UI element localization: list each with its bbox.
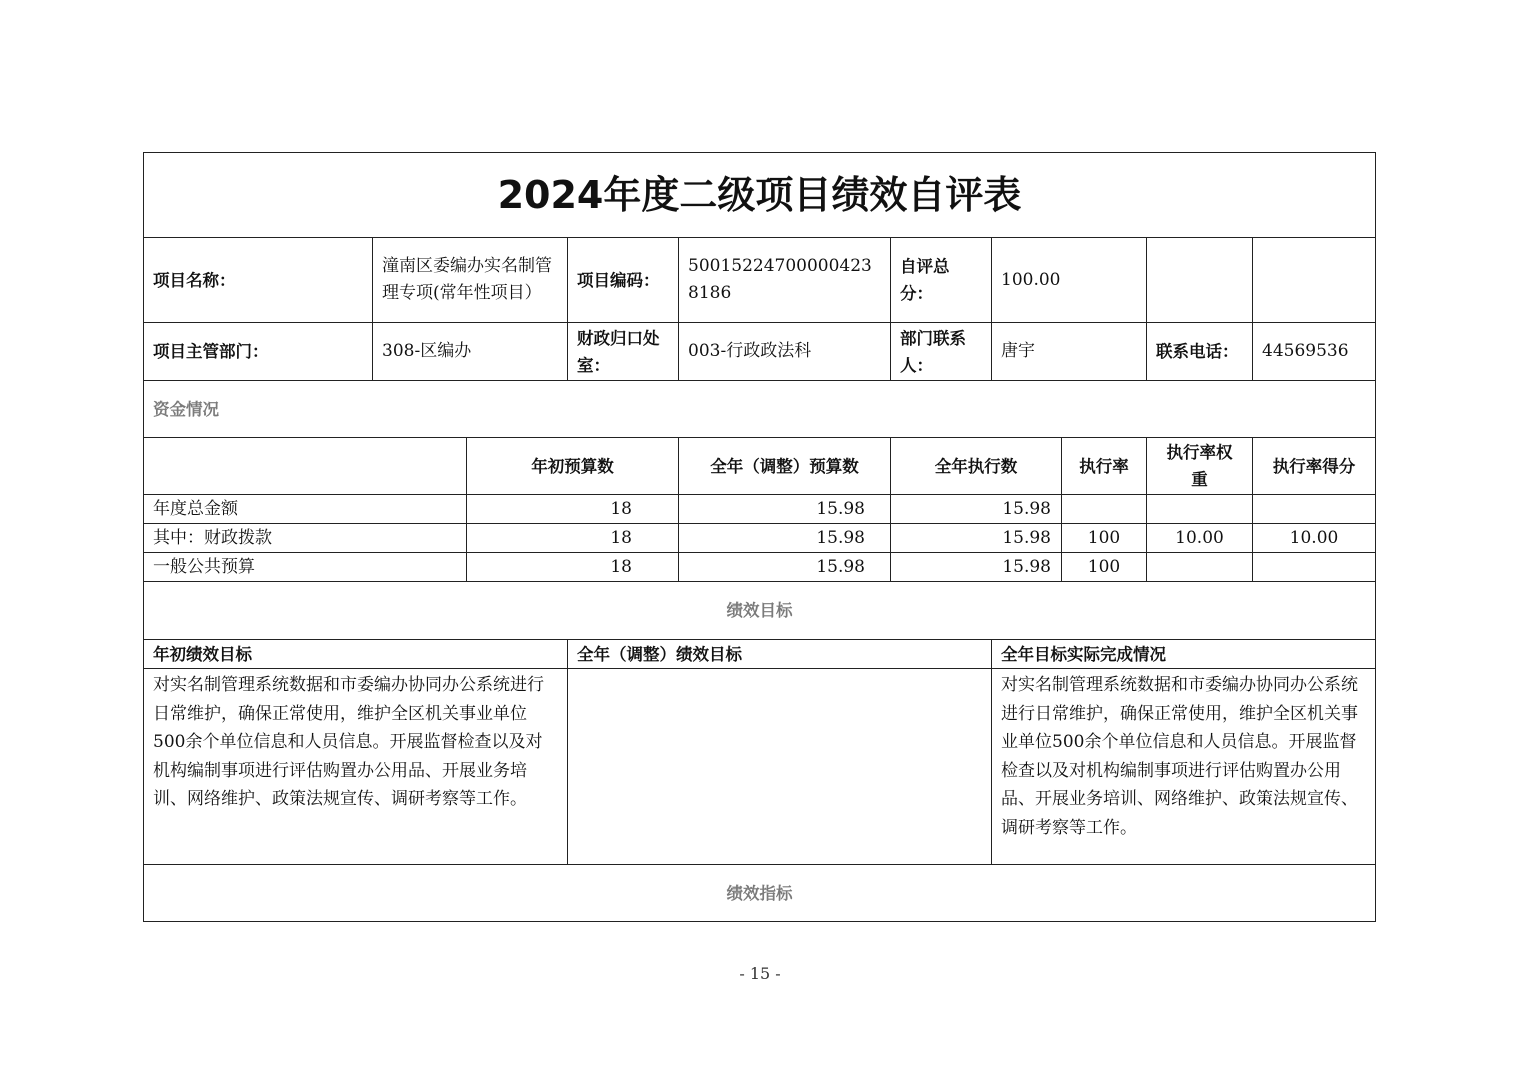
funds-section-label: 资金情况 — [143, 380, 1376, 438]
goals-col-actual: 全年目标实际完成情况 — [991, 639, 1376, 669]
funds-header-weight: 执行率权重 — [1146, 437, 1253, 495]
phone-label: 联系电话： — [1146, 322, 1253, 381]
contact-label: 部门联系人： — [890, 322, 992, 381]
funds-row-label: 其中：财政拨款 — [143, 523, 467, 553]
goals-col-adjusted: 全年（调整）绩效目标 — [567, 639, 992, 669]
funds-row-score — [1252, 552, 1376, 582]
project-code-value: 500152247000004238186 — [678, 237, 891, 323]
funds-header-rate: 执行率 — [1061, 437, 1147, 495]
funds-row-initial: 18 — [466, 552, 679, 582]
funds-row-label: 一般公共预算 — [143, 552, 467, 582]
goals-initial-text: 对实名制管理系统数据和市委编办协同办公系统进行日常维护，确保正常使用，维护全区机关事业单位500余个单位信息和人员信息。开展监督检查以及对机构编制事项进行评估购置办公用品、开展业务培训、网络维护、政策法规宣传、调研考察等工作。 — [143, 668, 568, 865]
funds-row-score: 10.00 — [1252, 523, 1376, 553]
funds-row-score — [1252, 494, 1376, 524]
funds-row-adjusted: 15.98 — [678, 523, 891, 553]
project-name-value: 潼南区委编办实名制管理专项(常年性项目） — [372, 237, 568, 323]
funds-header-adjusted: 全年（调整）预算数 — [678, 437, 891, 495]
funds-row-rate: 100 — [1061, 523, 1147, 553]
funds-header-blank — [143, 437, 467, 495]
dept-value: 308-区编办 — [372, 322, 568, 381]
funds-row-rate — [1061, 494, 1147, 524]
goals-section-label: 绩效目标 — [143, 581, 1376, 640]
goals-col-initial: 年初绩效目标 — [143, 639, 568, 669]
funds-header-executed: 全年执行数 — [890, 437, 1062, 495]
funds-row-initial: 18 — [466, 523, 679, 553]
contact-value: 唐宇 — [991, 322, 1147, 381]
page-number: - 15 - — [739, 964, 781, 983]
goals-adjusted-text — [567, 668, 992, 865]
indicators-section-label: 绩效指标 — [143, 864, 1376, 922]
empty-cell — [1146, 237, 1253, 323]
funds-row-adjusted: 15.98 — [678, 494, 891, 524]
funds-row-executed: 15.98 — [890, 523, 1062, 553]
empty-cell — [1252, 237, 1376, 323]
dept-label: 项目主管部门： — [143, 322, 373, 381]
score-value: 100.00 — [991, 237, 1147, 323]
goals-actual-text: 对实名制管理系统数据和市委编办协同办公系统进行日常维护，确保正常使用，维护全区机关事业单位500余个单位信息和人员信息。开展监督检查以及对机构编制事项进行评估购置办公用品、开展业务培训、网络维护、政策法规宣传、调研考察等工作。 — [991, 668, 1376, 865]
finance-value: 003-行政政法科 — [678, 322, 891, 381]
finance-label: 财政归口处室： — [567, 322, 679, 381]
funds-row-weight: 10.00 — [1146, 523, 1253, 553]
funds-row-initial: 18 — [466, 494, 679, 524]
score-label: 自评总分： — [890, 237, 992, 323]
funds-header-initial: 年初预算数 — [466, 437, 679, 495]
project-name-label: 项目名称： — [143, 237, 373, 323]
funds-row-executed: 15.98 — [890, 552, 1062, 582]
funds-row-label: 年度总金额 — [143, 494, 467, 524]
funds-row-adjusted: 15.98 — [678, 552, 891, 582]
form-title: 2024年度二级项目绩效自评表 — [143, 152, 1376, 238]
funds-row-rate: 100 — [1061, 552, 1147, 582]
funds-row-weight — [1146, 494, 1253, 524]
project-code-label: 项目编码： — [567, 237, 679, 323]
funds-row-executed: 15.98 — [890, 494, 1062, 524]
phone-value: 44569536 — [1252, 322, 1376, 381]
funds-row-weight — [1146, 552, 1253, 582]
funds-header-score: 执行率得分 — [1252, 437, 1376, 495]
